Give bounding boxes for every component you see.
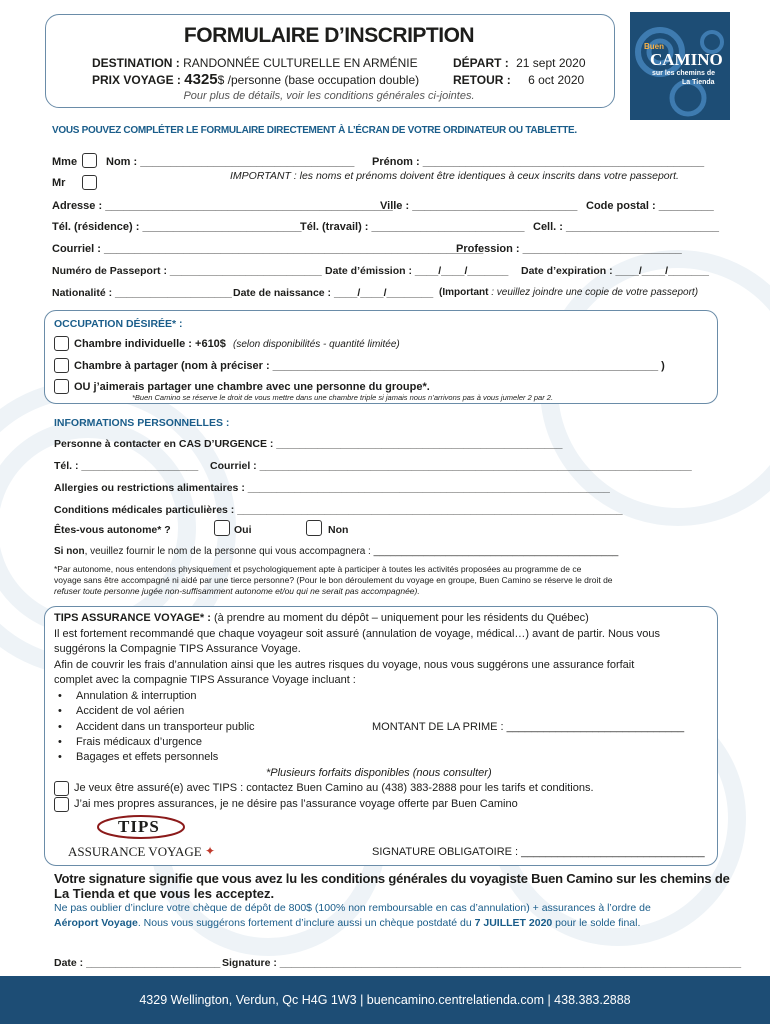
signature-field[interactable]: Signature : _______________________________________________________________________________ (222, 957, 742, 969)
retour-row (453, 73, 584, 87)
closing-aeroport: Aéroport Voyage (54, 917, 138, 929)
closing-p2-text: . Nous vous suggérons fortement d’inclure aussi un chèque postdaté du (137, 917, 475, 929)
autonome-note-2: voyage sans être accompagné ni aidé par une tierce personne? (Pour le bon déroulement du voyage en groupe, Buen Camino se réserve le droit de (54, 575, 613, 585)
names-important-note: IMPORTANT : les noms et prénoms doivent être identiques à ceux inscrits dans votre passeport. (230, 170, 679, 182)
expiration-field[interactable]: Date d’expiration : ____/____/_______ (521, 265, 709, 277)
shared-room-checkbox[interactable] (54, 358, 69, 373)
destination-row (92, 56, 418, 70)
courriel-field[interactable]: Courriel : ______________________________________________________________ (52, 243, 484, 255)
non-checkbox[interactable] (306, 520, 322, 536)
tips-insured-option: Je veux être assuré(e) avec TIPS : contactez Buen Camino au (438) 383-2888 pour les tarifs et conditions. (74, 782, 594, 794)
tips-logo (68, 814, 218, 860)
passport-important-label: (Important (439, 287, 489, 298)
personal-tel-field[interactable]: Tél. : ____________________ (54, 460, 199, 472)
si-non-field[interactable] (54, 546, 618, 557)
nationalite-field[interactable]: Nationalité : ____________________ (52, 287, 232, 299)
price-row (92, 71, 419, 88)
insurance-item: • Accident dans un transporteur public (58, 721, 255, 733)
destination-value: RANDONNÉE CULTURELLE EN ARMÉNIE (183, 56, 418, 70)
page-title: FORMULAIRE D’INSCRIPTION (183, 24, 475, 47)
naissance-field[interactable]: Date de naissance : ____/____/________ (233, 287, 434, 299)
destination-label: DESTINATION : (92, 56, 180, 70)
mr-checkbox[interactable] (82, 175, 97, 190)
mr-label: Mr (52, 177, 66, 189)
tips-logo-sub: ASSURANCE VOYAGE (68, 844, 202, 859)
single-room-checkbox[interactable] (54, 336, 69, 351)
closing-p2 (54, 917, 640, 929)
tips-insured-checkbox[interactable] (54, 781, 69, 796)
date-field[interactable]: Date : _______________________ (54, 957, 221, 969)
passeport-field[interactable]: Numéro de Passeport : __________________________ (52, 265, 322, 277)
forfaits-note: *Plusieurs forfaits disponibles (nous consulter) (266, 767, 492, 779)
nom-field[interactable]: Nom : ___________________________________ (106, 156, 355, 168)
logo-main-text: CAMINO (650, 50, 723, 69)
footer-text: 4329 Wellington, Verdun, Qc H4G 1W3 | buencamino.centrelatienda.com | 438.383.2888 (139, 993, 631, 1007)
autonome-note-1: *Par autonome, nous entendons physiquement et psychologiquement apte à participer à toutes les activités proposées au programme de ce (54, 564, 582, 574)
insurance-p3: Afin de couvrir les frais d’annulation ainsi que les autres risques du voyage, nous vous suggérons une assurance forfait (54, 659, 635, 671)
insurance-title-rest: (à prendre au moment du dépôt – uniquement pour les résidents du Québec) (210, 612, 589, 624)
mme-checkbox[interactable] (82, 153, 97, 168)
maple-leaf-icon: ✦ (205, 844, 216, 858)
retour-label: RETOUR : (453, 73, 511, 87)
closing-p1: Ne pas oublier d’inclure votre chèque de dépôt de 800$ (100% non remboursable en cas d’annulation) + assurances à l’ordre de (54, 902, 651, 914)
occupation-note: *Buen Camino se réserve le droit de vous mettre dans une chambre triple si jamais nous n’arrivons pas à vous jumeler 2 par 2. (132, 393, 554, 402)
adresse-field[interactable]: Adresse : _______________________________________________ (52, 200, 393, 212)
logo-sub-text-2: La Tienda (682, 79, 715, 86)
personal-title: INFORMATIONS PERSONNELLES : (54, 417, 230, 429)
allergies-field[interactable]: Allergies ou restrictions alimentaires : ______________________________________________________________ (54, 482, 610, 494)
own-insurance-option: J’ai mes propres assurances, je ne désire pas l’assurance voyage offerte par Buen Camino (74, 798, 518, 810)
depart-row (453, 56, 586, 70)
retour-value: 6 oct 2020 (528, 73, 585, 87)
group-share-checkbox[interactable] (54, 379, 69, 394)
si-non-label: Si non (54, 546, 85, 557)
profession-field[interactable]: Profession : __________________________ (456, 243, 682, 255)
closing-bold-1: Votre signature signifie que vous avez lu les conditions générales du voyagiste Buen Camino sur les chemins de (54, 871, 730, 886)
non-label: Non (328, 524, 349, 536)
depart-label: DÉPART : (453, 56, 509, 70)
mme-label: Mme (52, 156, 78, 168)
shared-room-option[interactable]: Chambre à partager (nom à préciser : _______________________________________________________________ ) (74, 360, 665, 372)
intro-text: VOUS POUVEZ COMPLÉTER LE FORMULAIRE DIRECTEMENT À L’ÉCRAN DE VOTRE ORDINATEUR OU TABLETTE. (52, 125, 577, 136)
logo-sub-text: sur les chemins de (652, 70, 716, 77)
closing-p2-end: pour le solde final. (552, 917, 641, 929)
tips-logo-text: TIPS (118, 817, 160, 836)
insurance-item: • Accident de vol aérien (58, 705, 185, 717)
tel-residence-field[interactable]: Tél. (résidence) : __________________________ (52, 221, 302, 233)
insurance-item: • Annulation & interruption (58, 690, 197, 702)
ville-field[interactable]: Ville : ___________________________ (380, 200, 578, 212)
montant-prime-field[interactable]: MONTANT DE LA PRIME : _____________________________ (372, 721, 685, 733)
signature-obligatoire-field[interactable]: SIGNATURE OBLIGATOIRE : ______________________________ (372, 846, 705, 858)
depart-value: 21 sept 2020 (516, 56, 586, 70)
autonome-label: Êtes-vous autonome* ? (54, 524, 171, 536)
occupation-title: OCCUPATION DÉSIRÉE* : (54, 318, 183, 330)
insurance-item: • Bagages et effets personnels (58, 751, 219, 763)
single-room-option (74, 338, 400, 350)
single-room-label: Chambre individuelle : +610$ (74, 338, 226, 350)
tel-travail-field[interactable]: Tél. (travail) : _________________________ (300, 221, 525, 233)
logo-top-text: Buen (644, 42, 664, 51)
price-suffix: $ /personne (base occupation double) (217, 73, 420, 87)
insurance-item: • Frais médicaux d’urgence (58, 736, 202, 748)
details-note: Pour plus de détails, voir les conditions générales ci-jointes. (183, 90, 475, 102)
insurance-p1: Il est fortement recommandé que chaque voyageur soit assuré (annulation de voyage, médical…) avant de partir. Nous vous (54, 628, 660, 640)
passport-important-text: : veuillez joindre une copie de votre passeport) (488, 287, 699, 298)
code-postal-field[interactable]: Code postal : _________ (586, 200, 714, 212)
closing-date: 7 JUILLET 2020 (474, 917, 553, 929)
oui-label: Oui (234, 524, 252, 536)
footer-bar (0, 976, 770, 1024)
insurance-p2: suggérons la Compagnie TIPS Assurance Voyage. (54, 643, 301, 655)
conditions-field[interactable]: Conditions médicales particulières : __________________________________________________________________ (54, 504, 623, 516)
passport-important-note (439, 287, 698, 298)
oui-checkbox[interactable] (214, 520, 230, 536)
single-room-note: (selon disponibilités - quantité limitée) (232, 339, 400, 350)
price-value: 4325 (184, 71, 218, 88)
insurance-title-row (54, 612, 589, 624)
autonome-note-3: refuser toute personne jugée non-suffisamment autonome et/ou qui ne serait pas accompagnée). (54, 586, 420, 596)
prenom-field[interactable]: Prénom : ______________________________________________ (372, 156, 705, 168)
insurance-p4: complet avec la compagnie TIPS Assurance Voyage incluant : (54, 674, 356, 686)
insurance-title: TIPS ASSURANCE VOYAGE* : (54, 612, 211, 624)
emission-field[interactable]: Date d’émission : ____/____/_______ (325, 265, 509, 277)
buen-camino-logo (630, 12, 730, 120)
group-share-option: OU j’aimerais partager une chambre avec une personne du groupe*. (74, 381, 430, 393)
closing-bold-2: La Tienda et que vous les acceptez. (54, 886, 275, 901)
si-non-text: , veuillez fournir le nom de la personne qui vous accompagnera : ____________________________________________ (84, 546, 619, 557)
urgence-field[interactable]: Personne à contacter en CAS D’URGENCE : _________________________________________________ (54, 438, 563, 450)
own-insurance-checkbox[interactable] (54, 797, 69, 812)
cell-field[interactable]: Cell. : _________________________ (533, 221, 719, 233)
personal-courriel-field[interactable]: Courriel : __________________________________________________________________________ (210, 460, 692, 472)
price-label: PRIX VOYAGE : (92, 73, 181, 87)
